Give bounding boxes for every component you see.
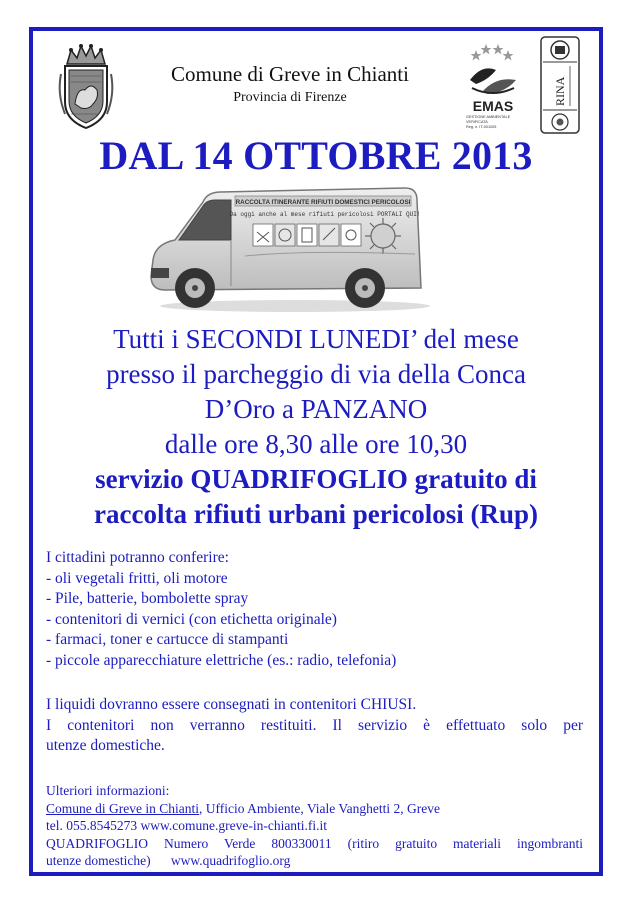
notes-block	[46, 695, 583, 757]
list-item: - contenitori di vernici (con etichetta originale)	[46, 610, 337, 628]
emas-small-2: VERIFICATA	[466, 120, 488, 124]
rina-label: RINA	[553, 76, 567, 106]
comune-title: Comune di Greve in Chianti	[171, 62, 409, 86]
contact-heading: Ulteriori informazioni:	[46, 783, 170, 798]
contact-comune-line	[46, 800, 583, 818]
emas-label: EMAS	[472, 98, 514, 114]
headline-date: DAL 14 OTTOBRE 2013	[99, 133, 533, 178]
contact-quadrifoglio-line: QUADRIFOGLIO Numero Verde 800330011 (ritiro gratuito materiali ingombranti	[46, 835, 583, 851]
list-intro: I cittadini potranno conferire:	[46, 549, 229, 566]
accepted-items-list	[46, 548, 586, 671]
info-line-hours: dalle ore 8,30 alle ore 10,30	[164, 429, 468, 459]
van-sub-text: Da oggi anche al mese rifiuti pericolosi PORTALI QUI!	[229, 211, 421, 218]
comune-address: , Ufficio Ambiente, Viale Vanghetti 2, Greve	[198, 800, 440, 816]
note-liquids: I liquidi dovranno essere consegnati in contenitori CHIUSI.	[46, 696, 417, 713]
contact-tel-line: tel. 055.8545273 www.comune.greve-in-chianti.fi.it	[46, 818, 328, 833]
provincia-subtitle: Provincia di Firenze	[233, 90, 347, 105]
contact-last-line: utenze domestiche) www.quadrifoglio.org	[46, 853, 291, 868]
list-item: - Pile, batterie, bombolette spray	[46, 590, 249, 607]
info-line-schedule: Tutti i SECONDI LUNEDI’ del mese	[113, 324, 519, 354]
info-block	[33, 322, 599, 532]
collection-van-illustration	[145, 180, 435, 315]
info-line-place: D’Oro a PANZANO	[204, 394, 428, 424]
emas-small-3: Reg. n. IT-001005	[466, 125, 497, 129]
emas-logo-icon	[462, 40, 524, 132]
note-containers: I contenitori non verranno restituiti. Il servizio è effettuato solo per	[46, 716, 583, 734]
list-item: - farmaci, toner e cartucce di stampanti	[46, 631, 289, 648]
rina-certification-icon	[540, 36, 580, 134]
comune-link[interactable]: Comune di Greve in Chianti	[46, 800, 199, 816]
info-line-service: servizio QUADRIFOGLIO gratuito di	[95, 464, 537, 494]
municipal-crest-icon	[55, 44, 117, 130]
info-line-service-desc: raccolta rifiuti urbani pericolosi (Rup)	[94, 499, 538, 529]
info-line-location: presso il parcheggio di via della Conca	[106, 359, 526, 389]
emas-small-1: GESTIONE AMBIENTALE	[466, 115, 511, 119]
note-domestic: utenze domestiche.	[46, 737, 165, 754]
contact-info	[46, 782, 583, 870]
list-item: - piccole apparecchiature elettriche (es.: radio, telefonia)	[46, 651, 397, 669]
list-item: - oli vegetali fritti, oli motore	[46, 569, 228, 587]
van-banner-text: RACCOLTA ITINERANTE RIFIUTI DOMESTICI PERICOLOSI	[235, 199, 411, 206]
